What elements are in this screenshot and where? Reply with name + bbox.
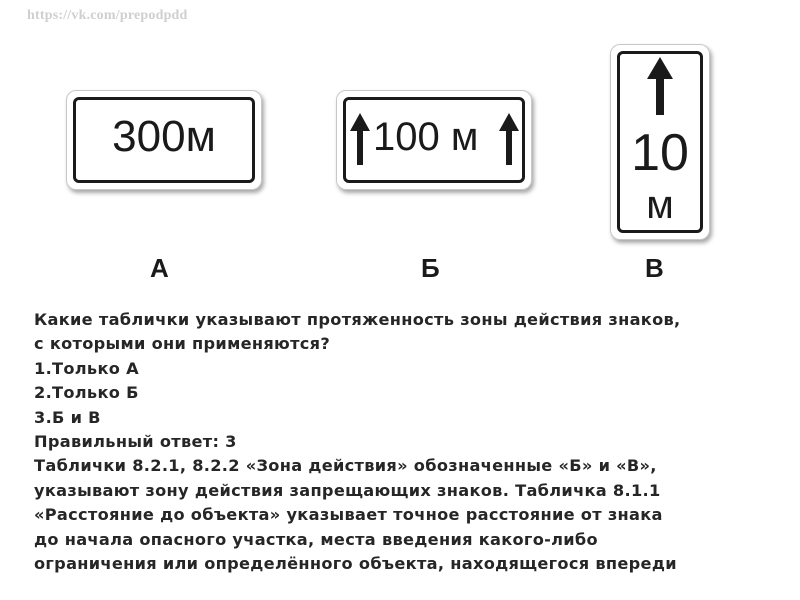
question-line: с которыми они применяются? xyxy=(34,334,331,354)
explanation-line: «Расстояние до объекта» указывает точное расстояние от знака xyxy=(34,505,663,525)
source-watermark: https://vk.com/prepodpdd xyxy=(27,8,188,23)
sign-v-10m xyxy=(610,44,710,240)
sign-v-number: 10 xyxy=(631,124,689,182)
answer-option: 1.Только А xyxy=(34,358,139,378)
sign-a-text: 300м xyxy=(112,112,216,161)
sign-a-300m xyxy=(66,90,262,190)
question-text-block xyxy=(34,308,784,576)
sign-b-100m xyxy=(336,90,532,190)
arrow-up-icon xyxy=(647,57,673,115)
label-v: В xyxy=(645,253,664,283)
label-a: А xyxy=(150,253,169,283)
sign-v-unit: м xyxy=(646,183,674,227)
label-b: Б xyxy=(421,253,440,283)
arrow-up-icon xyxy=(350,113,370,165)
answer-option: 3.Б и В xyxy=(34,407,101,427)
explanation-line: ограничения или определённого объекта, находящегося впереди xyxy=(34,554,677,574)
answer-option: 2.Только Б xyxy=(34,383,139,403)
sign-b-text: 100 м xyxy=(373,115,479,159)
explanation-line: до начала опасного участка, места введения какого-либо xyxy=(34,529,598,549)
explanation-line: указывают зону действия запрещающих знаков. Табличка 8.1.1 xyxy=(34,480,661,500)
question-line: Какие таблички указывают протяженность зоны действия знаков, xyxy=(34,310,681,329)
correct-answer: Правильный ответ: 3 xyxy=(34,432,237,452)
arrow-up-icon xyxy=(499,113,519,165)
explanation-line: Таблички 8.2.1, 8.2.2 «Зона действия» обозначенные «Б» и «В», xyxy=(34,456,657,476)
